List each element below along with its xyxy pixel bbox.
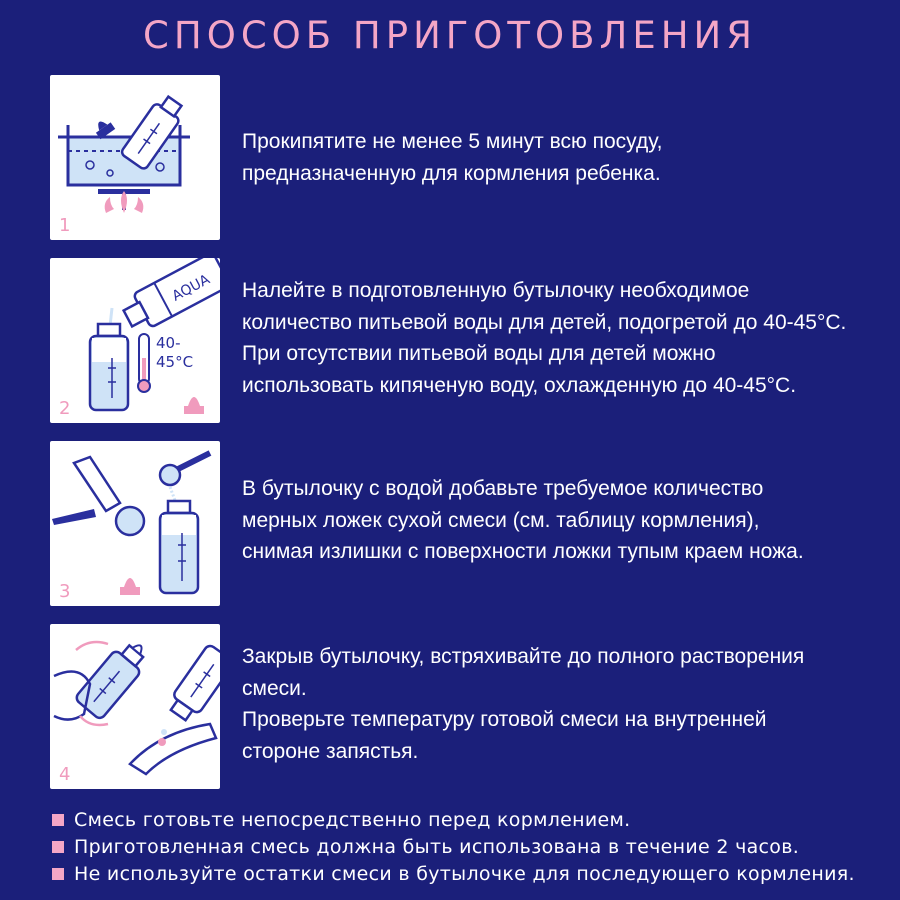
step-4-illustration [50, 624, 220, 789]
step-2-illustration [50, 258, 220, 423]
add-powder-icon [50, 441, 220, 606]
thermo-label-1: 40- [156, 334, 181, 352]
step-2-number: 2 [59, 398, 71, 419]
bullet-icon [52, 814, 64, 826]
page-title: СПОСОБ ПРИГОТОВЛЕНИЯ [143, 14, 757, 57]
list-item: Смесь готовьте непосредственно перед кормлением. [52, 806, 892, 833]
bullet-icon [52, 841, 64, 853]
shake-and-test-icon [50, 624, 220, 789]
step-1-number: 1 [59, 215, 71, 236]
list-item: Не используйте остатки смеси в бутылочке для последующего кормления. [52, 860, 892, 887]
step-1-illustration [50, 75, 220, 240]
pour-water-icon [50, 258, 220, 423]
notes-list [52, 806, 892, 887]
step-3-number: 3 [59, 581, 71, 602]
step-3-illustration [50, 441, 220, 606]
list-item: Приготовленная смесь должна быть использована в течение 2 часов. [52, 833, 892, 860]
thermo-label-2: 45°C [156, 353, 194, 371]
step-4-text: Закрыв бутылочку, встряхивайте до полного растворения смеси. Проверьте температуру готовой смеси на внутренней стороне запястья. [242, 645, 805, 763]
boiling-pot-icon [50, 75, 220, 240]
step-1-text: Прокипятите не менее 5 минут всю посуду, предназначенную для кормления ребенка. [242, 130, 663, 185]
bullet-icon [52, 868, 64, 880]
step-4-number: 4 [59, 764, 71, 785]
step-2-text: Налейте в подготовленную бутылочку необходимое количество питьевой воды для детей, подогретой до 40-45°С. При отсутствии питьевой воды для детей можно использовать кипяченую воду, охлажденную до 40-45°С. [242, 279, 847, 397]
step-3-text: В бутылочку с водой добавьте требуемое количество мерных ложек сухой смеси (см. таблицу кормления), снимая излишки с поверхности ложки тупым краем ножа. [242, 477, 804, 563]
aqua-label: AQUA [169, 271, 213, 305]
